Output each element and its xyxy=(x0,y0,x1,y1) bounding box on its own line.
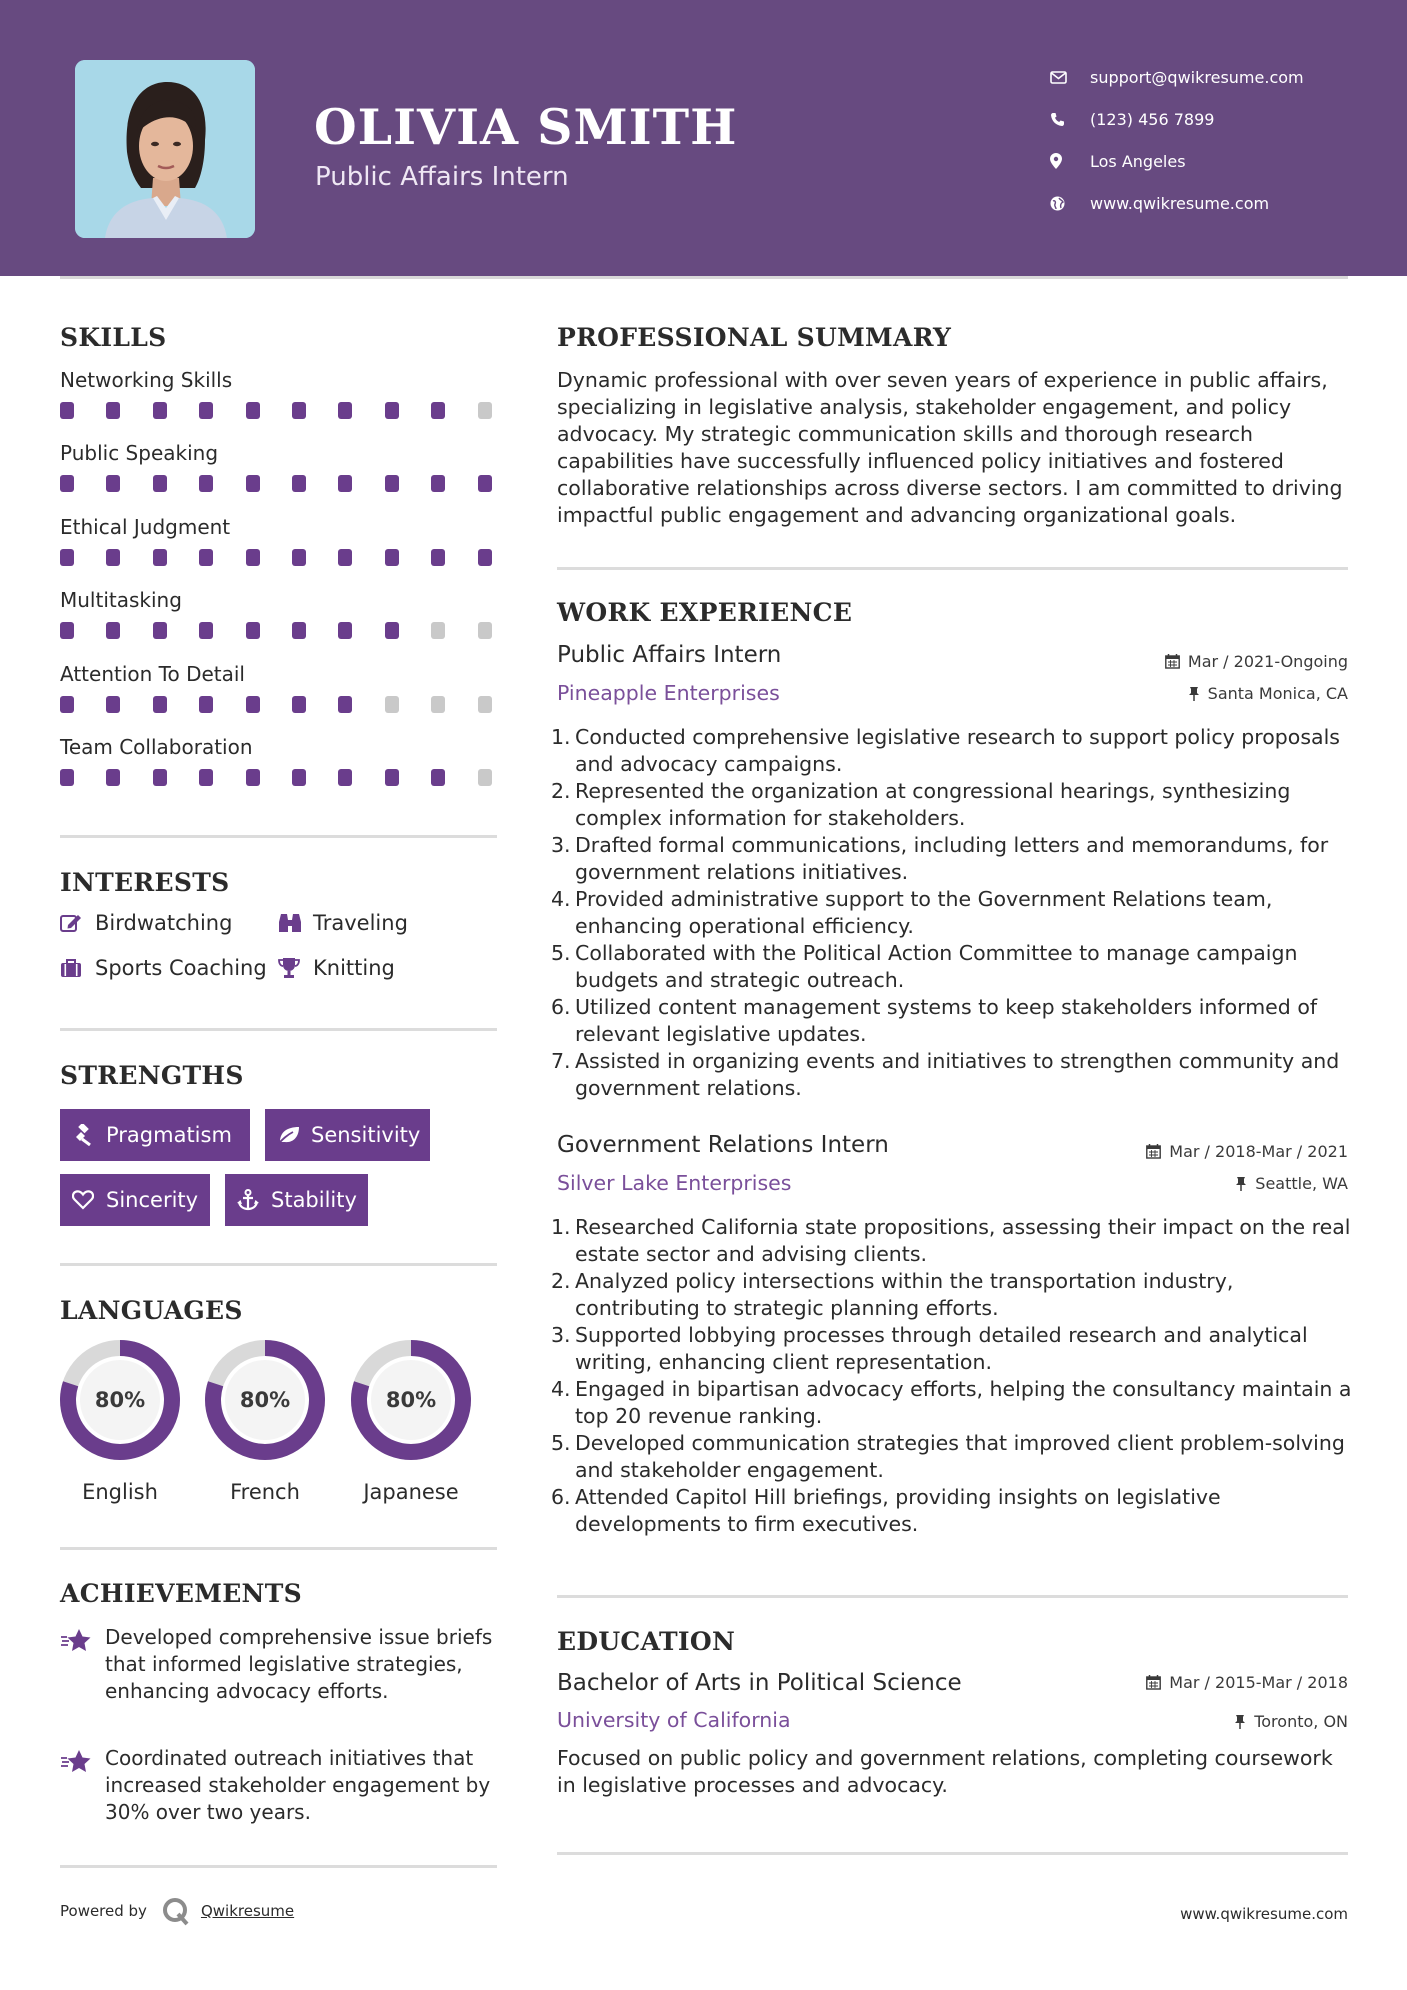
section-divider xyxy=(557,1595,1348,1598)
binoculars-icon xyxy=(278,912,313,934)
interest-item xyxy=(60,956,267,980)
rating-dot-filled xyxy=(199,475,213,492)
skill-rating xyxy=(60,620,500,642)
rating-dot-filled xyxy=(60,696,74,713)
envelope-icon xyxy=(1050,71,1090,84)
job-location xyxy=(1235,1174,1348,1193)
rating-dot-empty xyxy=(431,622,445,639)
interest-item xyxy=(278,911,408,935)
section-divider xyxy=(557,567,1348,570)
job-dates xyxy=(1146,1142,1348,1161)
job-responsibilities xyxy=(551,1214,1357,1538)
achievement-text: Developed comprehensive issue briefs that informed legislative strategies, enhancing advocacy efforts. xyxy=(105,1625,493,1703)
list-item: 1. Researched California state propositions, assessing their impact on the real estate sector and advising clients. xyxy=(551,1215,1351,1266)
degree-title: Bachelor of Arts in Political Science xyxy=(557,1670,962,1696)
rating-dot-filled xyxy=(60,769,74,786)
skill-item xyxy=(60,735,500,789)
rating-dot-filled xyxy=(385,549,399,566)
rating-dot-filled xyxy=(106,769,120,786)
section-divider xyxy=(60,1028,497,1031)
rating-dot-filled xyxy=(246,549,260,566)
rating-dot-filled xyxy=(431,402,445,419)
company-name: Pineapple Enterprises xyxy=(557,681,780,705)
strength-label: Sensitivity xyxy=(311,1123,421,1147)
rating-dot-filled xyxy=(153,696,167,713)
list-item-text: Represented the organization at congressional hearings, synthesizing complex information for stakeholders. xyxy=(575,779,1291,830)
strength-tag xyxy=(60,1109,250,1161)
strength-tag xyxy=(225,1174,368,1226)
skill-name: Attention To Detail xyxy=(60,662,245,686)
rating-dot-filled xyxy=(385,475,399,492)
rating-dot-filled xyxy=(385,769,399,786)
header-divider xyxy=(60,276,1348,279)
list-item: 2. Represented the organization at congressional hearings, synthesizing complex information for stakeholders. xyxy=(551,779,1291,830)
rating-dot-empty xyxy=(431,696,445,713)
edit-icon xyxy=(60,913,95,933)
rating-dot-filled xyxy=(385,402,399,419)
rating-dot-filled xyxy=(246,402,260,419)
rating-dot-filled xyxy=(60,402,74,419)
strengths-heading: STRENGTHS xyxy=(60,1061,244,1090)
achievements-heading: ACHIEVEMENTS xyxy=(60,1579,302,1608)
footer-branding xyxy=(60,1896,294,1926)
rating-dot-filled xyxy=(431,549,445,566)
skill-name: Multitasking xyxy=(60,588,182,612)
rating-dot-empty xyxy=(478,622,492,639)
skill-item xyxy=(60,588,500,642)
rating-dot-filled xyxy=(246,769,260,786)
phone-icon xyxy=(1050,112,1090,127)
job-title: Public Affairs Intern xyxy=(557,642,782,668)
leaf-icon xyxy=(277,1125,311,1145)
achievement-item xyxy=(60,1745,500,1826)
education-heading: EDUCATION xyxy=(557,1627,736,1656)
qwikresume-link[interactable]: Qwikresume xyxy=(200,1902,295,1920)
language-item xyxy=(195,1338,335,1504)
rating-dot-filled xyxy=(338,549,352,566)
language-progress-ring xyxy=(58,1338,182,1462)
language-percent: 80% xyxy=(385,1388,437,1412)
summary-text: Dynamic professional with over seven years of experience in public affairs, specializing in legislative analysis, stakeholder engagement, and policy advocacy. My strategic communication skills and thorough research capabilities have successfully influenced policy initiatives and fostered collaborative relationships across diverse sectors. I am committed to driving impactful public engagement and advancing organizational goals. xyxy=(557,368,1343,527)
rating-dot-filled xyxy=(292,402,306,419)
language-item xyxy=(50,1338,190,1504)
section-divider xyxy=(60,1263,497,1266)
language-item xyxy=(341,1338,481,1504)
trophy-icon xyxy=(278,957,313,979)
language-percent: 80% xyxy=(239,1388,291,1412)
language-name: French xyxy=(230,1480,300,1504)
achievement-text: Coordinated outreach initiatives that increased stakeholder engagement by 30% over two years. xyxy=(105,1746,491,1824)
list-item: 3. Supported lobbying processes through detailed research and analytical writing, enhancing client representation. xyxy=(551,1323,1308,1374)
interest-label: Birdwatching xyxy=(95,911,233,935)
skill-name: Ethical Judgment xyxy=(60,515,231,539)
heart-icon xyxy=(72,1190,106,1210)
candidate-role: Public Affairs Intern xyxy=(315,162,569,192)
rating-dot-filled xyxy=(60,549,74,566)
rating-dot-filled xyxy=(199,769,213,786)
list-item-text: Drafted formal communications, including letters and memorandums, for government relations initiatives. xyxy=(575,833,1329,884)
rating-dot-filled xyxy=(338,622,352,639)
resume-header xyxy=(0,0,1407,276)
rating-dot-filled xyxy=(338,769,352,786)
map-pin-icon xyxy=(1050,153,1090,169)
qwikresume-logo-icon xyxy=(161,1896,191,1926)
rating-dot-filled xyxy=(153,622,167,639)
skill-item xyxy=(60,662,500,716)
strength-tag xyxy=(265,1109,430,1161)
skill-name: Networking Skills xyxy=(60,368,233,392)
list-item-text: Supported lobbying processes through detailed research and analytical writing, enhancing client representation. xyxy=(575,1323,1308,1374)
achievement-item xyxy=(60,1624,500,1705)
job-title: Government Relations Intern xyxy=(557,1132,889,1158)
rating-dot-filled xyxy=(292,769,306,786)
star-icon xyxy=(60,1624,105,1705)
section-divider xyxy=(60,1547,497,1550)
calendar-icon xyxy=(1146,1144,1161,1159)
job-dates-text: Mar / 2018-Mar / 2021 xyxy=(1169,1142,1348,1161)
rating-dot-filled xyxy=(246,696,260,713)
list-item-text: Utilized content management systems to keep stakeholders informed of relevant legislative updates. xyxy=(575,995,1318,1046)
interest-item xyxy=(60,911,232,935)
summary-heading: PROFESSIONAL SUMMARY xyxy=(557,323,952,352)
company-name: Silver Lake Enterprises xyxy=(557,1171,792,1195)
briefcase-icon xyxy=(60,958,95,978)
gavel-icon xyxy=(72,1124,106,1146)
education-location-text: Toronto, ON xyxy=(1254,1712,1348,1731)
profile-photo xyxy=(75,60,255,238)
rating-dot-filled xyxy=(60,475,74,492)
strength-tag xyxy=(60,1174,210,1226)
language-progress-ring xyxy=(349,1338,473,1462)
language-name: English xyxy=(82,1480,158,1504)
list-item: 4. Engaged in bipartisan advocacy efforts, helping the consultancy maintain a top 20 revenue ranking. xyxy=(551,1377,1352,1428)
list-item: 7. Assisted in organizing events and initiatives to strengthen community and government relations. xyxy=(551,1049,1340,1100)
rating-dot-filled xyxy=(292,696,306,713)
list-item: 3. Drafted formal communications, including letters and memorandums, for government relations initiatives. xyxy=(551,833,1329,884)
job-responsibilities xyxy=(551,724,1357,1102)
list-item: 4. Provided administrative support to the Government Relations team, enhancing operational efficiency. xyxy=(551,887,1273,938)
contact-email[interactable] xyxy=(1050,56,1380,98)
rating-dot-filled xyxy=(153,402,167,419)
list-item: 2. Analyzed policy intersections within the transportation industry, contributing to strategic planning efforts. xyxy=(551,1269,1234,1320)
list-item-text: Analyzed policy intersections within the transportation industry, contributing to strategic planning efforts. xyxy=(575,1269,1234,1320)
rating-dot-filled xyxy=(478,475,492,492)
rating-dot-filled xyxy=(106,402,120,419)
list-item-text: Collaborated with the Political Action Committee to manage campaign budgets and strategic outreach. xyxy=(575,941,1298,992)
rating-dot-filled xyxy=(431,769,445,786)
school-name: University of California xyxy=(557,1708,791,1732)
rating-dot-filled xyxy=(153,475,167,492)
skill-rating xyxy=(60,767,500,789)
list-item: 5. Collaborated with the Political Action Committee to manage campaign budgets and strategic outreach. xyxy=(551,941,1298,992)
list-item: 1. Conducted comprehensive legislative research to support policy proposals and advocacy campaigns. xyxy=(551,725,1340,776)
languages-heading: LANGUAGES xyxy=(60,1296,243,1325)
contact-location-text: Los Angeles xyxy=(1090,151,1186,171)
rating-dot-filled xyxy=(60,622,74,639)
section-divider xyxy=(60,1865,497,1868)
job-location xyxy=(1188,684,1348,703)
education-dates xyxy=(1146,1673,1348,1692)
skill-rating xyxy=(60,694,500,716)
globe-icon xyxy=(1050,196,1090,211)
contact-location xyxy=(1050,140,1380,182)
powered-by-text: Powered by xyxy=(60,1902,147,1920)
rating-dot-filled xyxy=(199,696,213,713)
skill-rating xyxy=(60,547,500,569)
rating-dot-empty xyxy=(385,696,399,713)
interest-label: Traveling xyxy=(313,911,408,935)
list-item-text: Researched California state propositions, assessing their impact on the real estate sector and advising clients. xyxy=(575,1215,1351,1266)
section-divider xyxy=(557,1852,1348,1855)
rating-dot-filled xyxy=(292,622,306,639)
interest-item xyxy=(278,956,395,980)
education-description: Focused on public policy and government relations, completing coursework in legislative processes and advocacy. xyxy=(557,1746,1333,1797)
pushpin-icon xyxy=(1235,1176,1247,1191)
language-name: Japanese xyxy=(363,1480,459,1504)
rating-dot-filled xyxy=(199,402,213,419)
interests-heading: INTERESTS xyxy=(60,868,230,897)
strength-label: Pragmatism xyxy=(106,1123,232,1147)
strength-label: Sincerity xyxy=(106,1188,199,1212)
rating-dot-filled xyxy=(338,475,352,492)
skill-name: Team Collaboration xyxy=(60,735,253,759)
rating-dot-filled xyxy=(338,402,352,419)
interest-label: Knitting xyxy=(313,956,395,980)
star-icon xyxy=(60,1745,105,1826)
rating-dot-filled xyxy=(478,549,492,566)
rating-dot-filled xyxy=(153,549,167,566)
rating-dot-empty xyxy=(478,769,492,786)
contact-email-text: support@qwikresume.com xyxy=(1090,67,1304,87)
rating-dot-filled xyxy=(106,549,120,566)
experience-heading: WORK EXPERIENCE xyxy=(557,598,853,627)
rating-dot-filled xyxy=(338,696,352,713)
skill-item xyxy=(60,515,500,569)
rating-dot-filled xyxy=(246,622,260,639)
skills-heading: SKILLS xyxy=(60,323,167,352)
strength-label: Stability xyxy=(271,1188,357,1212)
language-progress-ring xyxy=(203,1338,327,1462)
skill-name: Public Speaking xyxy=(60,441,219,465)
contact-phone[interactable] xyxy=(1050,98,1380,140)
rating-dot-empty xyxy=(478,402,492,419)
rating-dot-filled xyxy=(292,549,306,566)
list-item: 5. Developed communication strategies that improved client problem-solving and stakeholder engagement. xyxy=(551,1431,1345,1482)
rating-dot-filled xyxy=(431,475,445,492)
candidate-name: OLIVIA SMITH xyxy=(314,98,738,156)
job-location-text: Seattle, WA xyxy=(1255,1174,1348,1193)
pushpin-icon xyxy=(1188,686,1200,701)
rating-dot-filled xyxy=(153,769,167,786)
skill-rating xyxy=(60,400,500,422)
calendar-icon xyxy=(1165,654,1180,669)
interest-label: Sports Coaching xyxy=(95,956,267,980)
list-item-text: Attended Capitol Hill briefings, providing insights on legislative developments to firm executives. xyxy=(575,1485,1221,1536)
contact-website-text: www.qwikresume.com xyxy=(1090,193,1270,213)
list-item: 6. Utilized content management systems to keep stakeholders informed of relevant legislative updates. xyxy=(551,995,1318,1046)
skill-item xyxy=(60,368,500,422)
education-dates-text: Mar / 2015-Mar / 2018 xyxy=(1169,1673,1348,1692)
job-dates xyxy=(1165,652,1348,671)
section-divider xyxy=(60,835,497,838)
list-item-text: Engaged in bipartisan advocacy efforts, helping the consultancy maintain a top 20 revenue ranking. xyxy=(575,1377,1352,1428)
calendar-icon xyxy=(1146,1675,1161,1690)
rating-dot-filled xyxy=(106,475,120,492)
rating-dot-filled xyxy=(246,475,260,492)
rating-dot-filled xyxy=(106,696,120,713)
contact-website[interactable] xyxy=(1050,182,1380,224)
rating-dot-filled xyxy=(292,475,306,492)
rating-dot-filled xyxy=(106,622,120,639)
rating-dot-filled xyxy=(199,622,213,639)
skill-rating xyxy=(60,473,500,495)
contact-info xyxy=(1050,56,1380,224)
education-location xyxy=(1234,1712,1348,1731)
list-item-text: Provided administrative support to the Government Relations team, enhancing operational efficiency. xyxy=(575,887,1273,938)
job-location-text: Santa Monica, CA xyxy=(1207,684,1348,703)
list-item: 6. Attended Capitol Hill briefings, providing insights on legislative developments to firm executives. xyxy=(551,1485,1221,1536)
rating-dot-filled xyxy=(199,549,213,566)
rating-dot-filled xyxy=(385,622,399,639)
list-item-text: Conducted comprehensive legislative research to support policy proposals and advocacy campaigns. xyxy=(575,725,1340,776)
rating-dot-empty xyxy=(478,696,492,713)
footer-website[interactable]: www.qwikresume.com xyxy=(1180,1905,1348,1923)
list-item-text: Developed communication strategies that improved client problem-solving and stakeholder engagement. xyxy=(575,1431,1345,1482)
pushpin-icon xyxy=(1234,1714,1246,1729)
language-percent: 80% xyxy=(94,1388,146,1412)
list-item-text: Assisted in organizing events and initiatives to strengthen community and government relations. xyxy=(575,1049,1340,1100)
skill-item xyxy=(60,441,500,495)
job-dates-text: Mar / 2021-Ongoing xyxy=(1187,652,1348,671)
contact-phone-text: (123) 456 7899 xyxy=(1090,109,1215,129)
anchor-icon xyxy=(237,1189,271,1211)
